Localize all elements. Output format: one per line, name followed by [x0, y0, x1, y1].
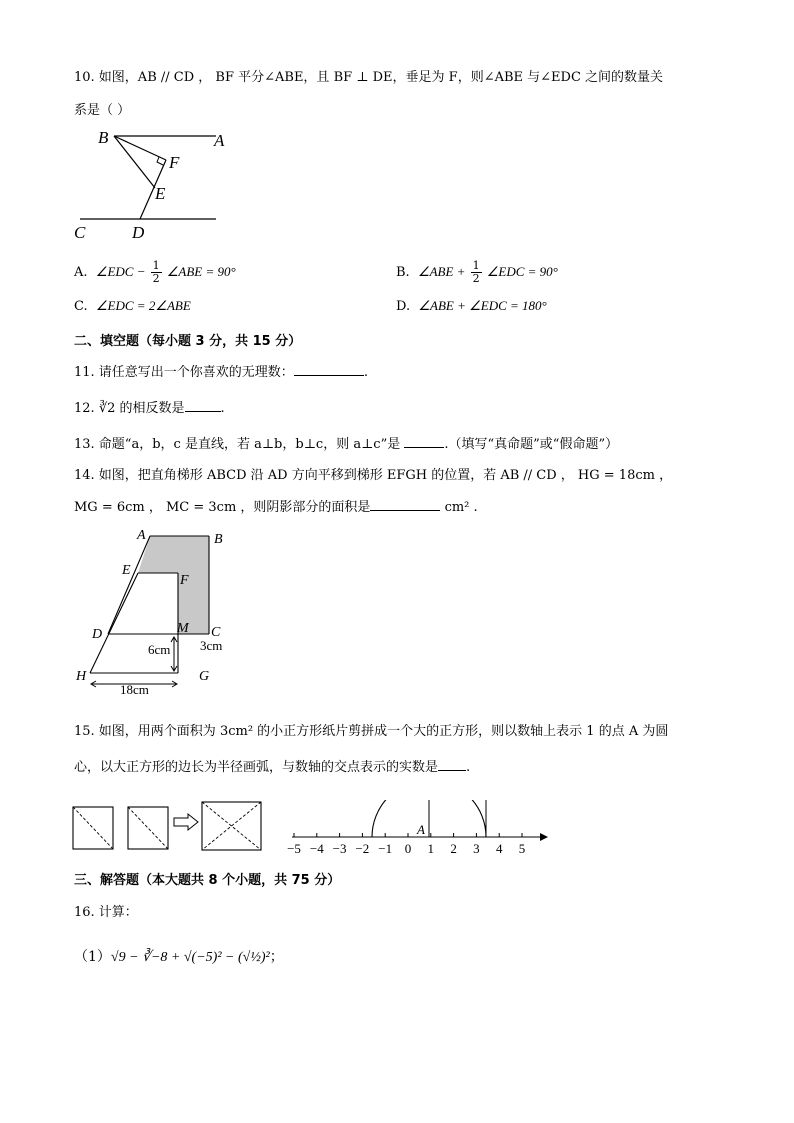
- svg-text:G: G: [199, 669, 210, 684]
- svg-text:3cm: 3cm: [200, 638, 223, 653]
- axis-tick-label: −5: [287, 841, 301, 856]
- svg-text:E: E: [122, 563, 131, 578]
- label-B: B: [98, 128, 109, 147]
- axis-tick-label: 3: [473, 841, 480, 856]
- answer-blank: [185, 399, 221, 412]
- q14-line1: 14. 如图，把直角梯形 ABCD 沿 AD 方向平移到梯形 EFGH 的位置，若 AB // CD ， HG = 18cm ，: [74, 468, 673, 483]
- svg-text:D: D: [92, 627, 103, 642]
- q10-line1: 10. 如图，AB // CD ， BF 平分∠ABE，且 BF ⊥ DE，垂足为 F，则∠ABE 与∠EDC 之间的数量关: [74, 70, 664, 85]
- svg-text:H: H: [76, 669, 87, 684]
- q16-part1: （1）√9 − ∛−8 + √(−5)² − (√½)²；: [74, 949, 284, 965]
- axis-tick-label: −4: [309, 841, 324, 856]
- svg-text:B: B: [214, 532, 223, 547]
- q11: 11. 请任意写出一个你喜欢的无理数： .: [74, 365, 368, 380]
- label-E: E: [155, 184, 166, 203]
- number-line: [287, 800, 548, 856]
- svg-text:F: F: [180, 573, 189, 588]
- label-C: C: [74, 223, 86, 242]
- axis-tick-label: −2: [355, 841, 370, 856]
- answer-blank: [294, 363, 364, 376]
- svg-text:A: A: [417, 822, 425, 837]
- q16-title: 16. 计算：: [74, 905, 138, 920]
- q15-line2: 心，以大正方形的边长为半径画弧，与数轴的交点表示的实数是 .: [74, 760, 471, 775]
- q15-figure: [70, 800, 550, 860]
- q14-figure: [70, 526, 250, 698]
- svg-text:C: C: [211, 625, 221, 640]
- answer-blank: [404, 435, 444, 448]
- axis-tick-label: 0: [404, 841, 412, 856]
- q10-option-a: A. ∠EDC − $\frac{1}{2}$ ∠ABE = 90°: [74, 259, 236, 285]
- label-F: F: [169, 153, 180, 172]
- q10-figure: [70, 124, 230, 244]
- axis-tick-label: 2: [450, 841, 457, 856]
- axis-tick-label: −3: [332, 841, 347, 856]
- q12: 12. ∛2 的相反数是 .: [74, 401, 225, 416]
- answer-blank: [370, 498, 440, 511]
- q10-option-c: C. ∠EDC = 2∠ABE: [74, 298, 191, 314]
- section2-title: 二、填空题（每小题 3 分，共 15 分）: [74, 334, 302, 349]
- axis-tick-label: 4: [495, 841, 503, 856]
- q14-line2: MG = 6cm ， MC = 3cm ，则阴影部分的面积是 cm² .: [74, 500, 478, 515]
- q10-option-b: B. ∠ABE + $\frac{1}{2}$ ∠EDC = 90°: [396, 259, 558, 285]
- axis-tick-label: 5: [518, 841, 526, 856]
- axis-tick-label: −1: [378, 841, 393, 856]
- section3-title: 三、解答题（本大题共 8 个小题，共 75 分）: [74, 873, 341, 888]
- label-A: A: [214, 131, 225, 150]
- svg-text:6cm: 6cm: [148, 642, 171, 657]
- answer-blank: [438, 758, 466, 771]
- q13: 13. 命题“a，b，c 是直线，若 a⊥b，b⊥c，则 a⊥c”是 .（填写“真命题”或“假命题”）: [74, 437, 619, 452]
- label-D: D: [132, 223, 145, 242]
- svg-text:M: M: [177, 621, 189, 636]
- q10-option-d: D. ∠ABE + ∠EDC = 180°: [396, 298, 547, 314]
- svg-text:A: A: [137, 528, 146, 543]
- q15-line1: 15. 如图，用两个面积为 3cm² 的小正方形纸片剪拼成一个大的正方形，则以数轴上表示 1 的点 A 为圆: [74, 724, 669, 739]
- axis-tick-label: 1: [427, 841, 435, 856]
- q10-line2: 系是（ ）: [74, 103, 131, 118]
- svg-text:18cm: 18cm: [120, 682, 149, 697]
